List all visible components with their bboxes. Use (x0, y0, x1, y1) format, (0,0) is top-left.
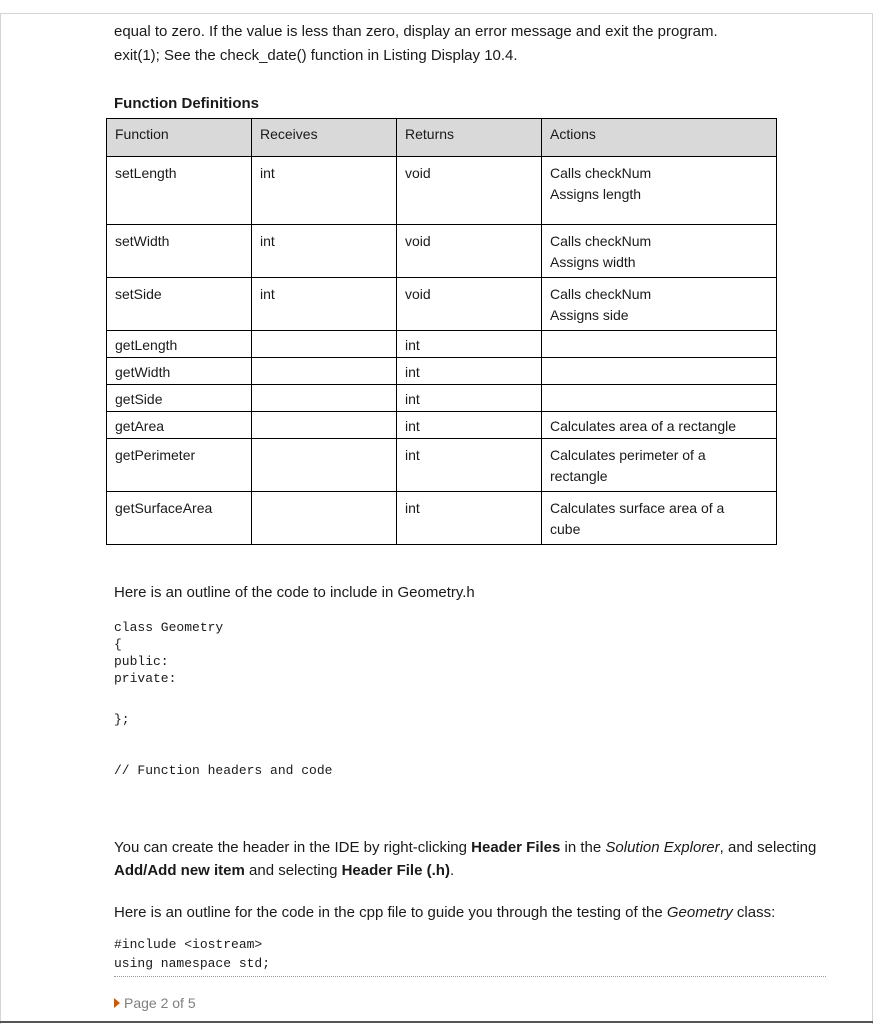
italic-run: Solution Explorer (605, 839, 720, 856)
cell-returns: int (397, 385, 542, 412)
table-row (107, 439, 777, 492)
cell-returns: int (397, 492, 542, 545)
header-function: Function (107, 119, 252, 157)
code-block-comment: // Function headers and code (114, 763, 333, 778)
cell-receives (252, 385, 397, 412)
cell-function: getSide (107, 385, 252, 412)
action-line: cube (550, 521, 581, 537)
text-run: , and selecting (719, 839, 817, 856)
cell-receives (252, 439, 397, 492)
table-row (107, 331, 777, 358)
cell-actions (542, 225, 777, 278)
action-line: Assigns width (550, 254, 636, 270)
bold-run: Add/Add new item (114, 862, 245, 879)
intro-line-1: equal to zero. If the value is less than zero, display an error message and exit the program. (114, 23, 718, 40)
cell-actions (542, 278, 777, 331)
code-block-class: class Geometry { public: private: (114, 620, 224, 686)
header-returns: Returns (397, 119, 542, 157)
cell-receives: int (252, 157, 397, 225)
cell-returns: void (397, 278, 542, 331)
italic-run: Geometry (666, 904, 733, 921)
triangle-marker-icon (114, 998, 120, 1008)
action-line: Calculates perimeter of a (550, 447, 706, 463)
page-number: Page 2 of 5 (124, 995, 196, 1011)
header-actions: Actions (542, 119, 777, 157)
table-row (107, 358, 777, 385)
text-run: and selecting (244, 862, 342, 879)
header-creation-paragraph (114, 836, 834, 882)
action-line: Calculates surface area of a (550, 500, 725, 516)
page-bottom-border (0, 1021, 873, 1023)
page-top-border (0, 13, 873, 14)
cell-function: getArea (107, 412, 252, 439)
cell-actions (542, 331, 777, 358)
intro-paragraph (114, 20, 718, 68)
text-run: You can create the header in the IDE by right-clicking (114, 839, 472, 856)
header-receives: Receives (252, 119, 397, 157)
code-block-class-end: }; (114, 712, 130, 727)
text-run: in the (560, 839, 606, 856)
cell-returns: void (397, 225, 542, 278)
cell-returns: int (397, 412, 542, 439)
bold-run: Header File (.h) (341, 862, 450, 879)
table-row (107, 412, 777, 439)
cell-receives (252, 412, 397, 439)
cell-function: getWidth (107, 358, 252, 385)
code-block-includes: #include <iostream> using namespace std; (114, 937, 271, 971)
cell-returns: int (397, 439, 542, 492)
function-definitions-table (106, 118, 777, 545)
table-row (107, 157, 777, 225)
table-row (107, 492, 777, 545)
cell-function: setWidth (107, 225, 252, 278)
cell-actions (542, 385, 777, 412)
cell-function: getPerimeter (107, 439, 252, 492)
action-line: Calls checkNum (550, 286, 652, 302)
page-footer (114, 995, 196, 1011)
cell-receives: int (252, 278, 397, 331)
cell-function: setSide (107, 278, 252, 331)
section-title: Function Definitions (114, 95, 259, 112)
cell-receives (252, 358, 397, 385)
cell-function: getLength (107, 331, 252, 358)
table-row (107, 225, 777, 278)
action-line: Assigns length (550, 186, 642, 202)
text-run: Here is an outline for the code in the cpp file to guide you through the testing of the (114, 904, 667, 921)
cell-function: getSurfaceArea (107, 492, 252, 545)
cpp-outline-paragraph (114, 901, 775, 924)
bold-run: Header Files (471, 839, 561, 856)
table-header-row (107, 119, 777, 157)
cell-returns: void (397, 157, 542, 225)
cell-receives (252, 492, 397, 545)
table-row (107, 278, 777, 331)
cell-function: setLength (107, 157, 252, 225)
cell-receives: int (252, 225, 397, 278)
action-line: rectangle (550, 468, 608, 484)
cell-returns: int (397, 331, 542, 358)
footer-divider (114, 976, 826, 977)
text-run: . (449, 862, 455, 879)
cell-returns: int (397, 358, 542, 385)
action-line: Calls checkNum (550, 233, 652, 249)
action-line: Assigns side (550, 307, 629, 323)
cell-actions (542, 439, 777, 492)
table-row (107, 385, 777, 412)
intro-line-2: exit(1); See the check_date() function in Listing Display 10.4. (114, 47, 518, 64)
cell-actions: Calculates area of a rectangle (542, 412, 777, 439)
text-run: class: (732, 904, 776, 921)
cell-actions (542, 157, 777, 225)
header-outline-text: Here is an outline of the code to include in Geometry.h (114, 584, 475, 601)
cell-receives (252, 331, 397, 358)
cell-actions (542, 358, 777, 385)
cell-actions (542, 492, 777, 545)
action-line: Calls checkNum (550, 165, 652, 181)
page-left-border (0, 13, 1, 1024)
